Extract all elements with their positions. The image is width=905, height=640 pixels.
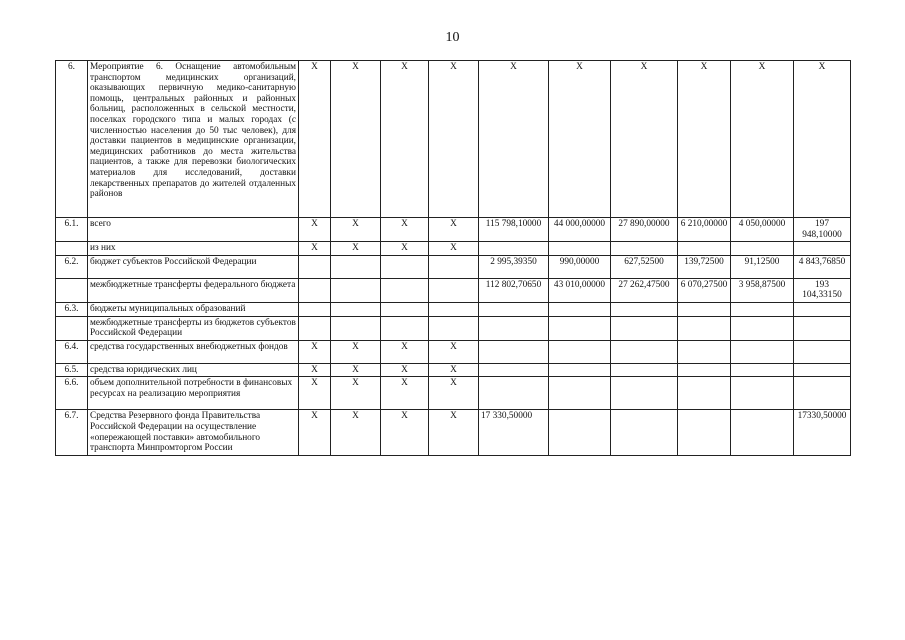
value-cell [611, 410, 678, 456]
value-cell [731, 242, 794, 256]
value-cell [611, 363, 678, 377]
value-cell [731, 340, 794, 363]
value-cell [794, 363, 851, 377]
row-name: бюджеты муниципальных образований [88, 302, 299, 316]
value-cell [429, 316, 479, 340]
na-cell: X [331, 410, 381, 456]
na-cell: X [429, 61, 479, 218]
value-cell [794, 302, 851, 316]
value-cell: 990,00000 [549, 255, 611, 278]
value-cell: 3 958,87500 [731, 278, 794, 302]
financing-table [55, 60, 851, 456]
row-name: из них [88, 242, 299, 256]
value-cell [794, 242, 851, 256]
value-cell [678, 377, 731, 410]
na-cell: X [381, 218, 429, 242]
na-cell: X [429, 410, 479, 456]
value-cell [731, 302, 794, 316]
row-number [56, 242, 88, 256]
value-cell: 27 262,47500 [611, 278, 678, 302]
page-number: 10 [445, 30, 460, 45]
row-name: средства юридических лиц [88, 363, 299, 377]
value-cell [678, 363, 731, 377]
value-cell [731, 363, 794, 377]
value-cell [479, 363, 549, 377]
value-cell [331, 278, 381, 302]
value-cell: 115 798,10000 [479, 218, 549, 242]
na-cell: X [299, 410, 331, 456]
value-cell [678, 410, 731, 456]
value-cell [331, 302, 381, 316]
value-cell: 4 843,76850 [794, 255, 851, 278]
value-cell [549, 363, 611, 377]
na-cell: X [299, 363, 331, 377]
table-row [56, 316, 851, 340]
value-cell [731, 377, 794, 410]
table-row [56, 255, 851, 278]
value-cell [794, 340, 851, 363]
na-cell: X [381, 61, 429, 218]
value-cell [794, 316, 851, 340]
value-cell [331, 255, 381, 278]
value-cell: 112 802,70650 [479, 278, 549, 302]
na-cell: X [549, 61, 611, 218]
row-number: 6.2. [56, 255, 88, 278]
row-number [56, 278, 88, 302]
na-cell: X [678, 61, 731, 218]
na-cell: X [331, 340, 381, 363]
value-cell [479, 242, 549, 256]
row-name: межбюджетные трансферты федерального бюджета [88, 278, 299, 302]
value-cell: 6 210,00000 [678, 218, 731, 242]
value-cell [678, 316, 731, 340]
na-cell: X [331, 242, 381, 256]
value-cell [549, 340, 611, 363]
value-cell: 44 000,00000 [549, 218, 611, 242]
value-cell [429, 302, 479, 316]
na-cell: X [381, 242, 429, 256]
value-cell [381, 278, 429, 302]
value-cell [549, 302, 611, 316]
na-cell: X [331, 61, 381, 218]
value-cell [678, 340, 731, 363]
na-cell: X [731, 61, 794, 218]
value-cell: 27 890,00000 [611, 218, 678, 242]
value-cell [731, 316, 794, 340]
na-cell: X [381, 410, 429, 456]
na-cell: X [381, 363, 429, 377]
value-cell [611, 242, 678, 256]
value-cell: 193 104,33150 [794, 278, 851, 302]
table-row [56, 242, 851, 256]
value-cell [299, 302, 331, 316]
value-cell [549, 242, 611, 256]
na-cell: X [429, 340, 479, 363]
value-cell [549, 316, 611, 340]
na-cell: X [299, 61, 331, 218]
value-cell [549, 377, 611, 410]
value-cell [479, 302, 549, 316]
value-cell [479, 340, 549, 363]
na-cell: X [381, 340, 429, 363]
na-cell: X [331, 377, 381, 410]
value-cell [299, 278, 331, 302]
value-cell [678, 302, 731, 316]
value-cell: 43 010,00000 [549, 278, 611, 302]
table-row [56, 278, 851, 302]
value-cell [479, 316, 549, 340]
row-name: бюджет субъектов Российской Федерации [88, 255, 299, 278]
na-cell: X [299, 340, 331, 363]
row-number: 6.3. [56, 302, 88, 316]
value-cell [678, 242, 731, 256]
value-cell [611, 377, 678, 410]
value-cell [381, 316, 429, 340]
value-cell [549, 410, 611, 456]
row-name: всего [88, 218, 299, 242]
na-cell: X [429, 218, 479, 242]
table-row [56, 363, 851, 377]
row-number [56, 316, 88, 340]
na-cell: X [429, 363, 479, 377]
na-cell: X [331, 363, 381, 377]
value-cell [299, 255, 331, 278]
row-number: 6. [56, 61, 88, 218]
na-cell: X [429, 242, 479, 256]
table-row [56, 61, 851, 218]
row-number: 6.5. [56, 363, 88, 377]
row-number: 6.6. [56, 377, 88, 410]
value-cell: 91,12500 [731, 255, 794, 278]
na-cell: X [794, 61, 851, 218]
table-row [56, 410, 851, 456]
value-cell [611, 340, 678, 363]
value-cell [331, 316, 381, 340]
table-row [56, 377, 851, 410]
value-cell [611, 316, 678, 340]
na-cell: X [479, 61, 549, 218]
value-cell: 197 948,10000 [794, 218, 851, 242]
value-cell [731, 410, 794, 456]
na-cell: X [331, 218, 381, 242]
value-cell: 17330,50000 [794, 410, 851, 456]
value-cell [381, 302, 429, 316]
table-row [56, 340, 851, 363]
value-cell [429, 278, 479, 302]
row-name: объем дополнительной потребности в финансовых ресурсах на реализацию мероприятия [88, 377, 299, 410]
value-cell: 6 070,27500 [678, 278, 731, 302]
row-number: 6.1. [56, 218, 88, 242]
row-name: Мероприятие 6. Оснащение автомобильным транспортом медицинских организаций, оказывающих первичную медико-санитарную помощь, центральных районных и районных больниц, расположенных в сельской местности, поселках городского типа и малых городах (с численностью населения до 50 тыс человек), для доставки пациентов в медицинские организации, медицинских работников до места жительства пациентов, а также для перевозки биологических материалов для исследований, доставки лекарственных препаратов до жителей отдаленных районов [88, 61, 299, 218]
value-cell [299, 316, 331, 340]
row-name: средства государственных внебюджетных фондов [88, 340, 299, 363]
value-cell: 139,72500 [678, 255, 731, 278]
na-cell: X [381, 377, 429, 410]
na-cell: X [611, 61, 678, 218]
value-cell [381, 255, 429, 278]
value-cell [794, 377, 851, 410]
row-name: межбюджетные трансферты из бюджетов субъектов Российской Федерации [88, 316, 299, 340]
na-cell: X [299, 242, 331, 256]
value-cell [429, 255, 479, 278]
value-cell: 2 995,39350 [479, 255, 549, 278]
value-cell: 627,52500 [611, 255, 678, 278]
na-cell: X [299, 218, 331, 242]
table-row [56, 302, 851, 316]
value-cell [479, 377, 549, 410]
row-number: 6.7. [56, 410, 88, 456]
row-number: 6.4. [56, 340, 88, 363]
value-cell: 4 050,00000 [731, 218, 794, 242]
na-cell: X [299, 377, 331, 410]
na-cell: X [429, 377, 479, 410]
value-cell: 17 330,50000 [479, 410, 549, 456]
row-name: Средства Резервного фонда Правительства Российской Федерации на осуществление «опережающей поставки» автомобильного транспорта Минпромторгом России [88, 410, 299, 456]
value-cell [611, 302, 678, 316]
table-row [56, 218, 851, 242]
